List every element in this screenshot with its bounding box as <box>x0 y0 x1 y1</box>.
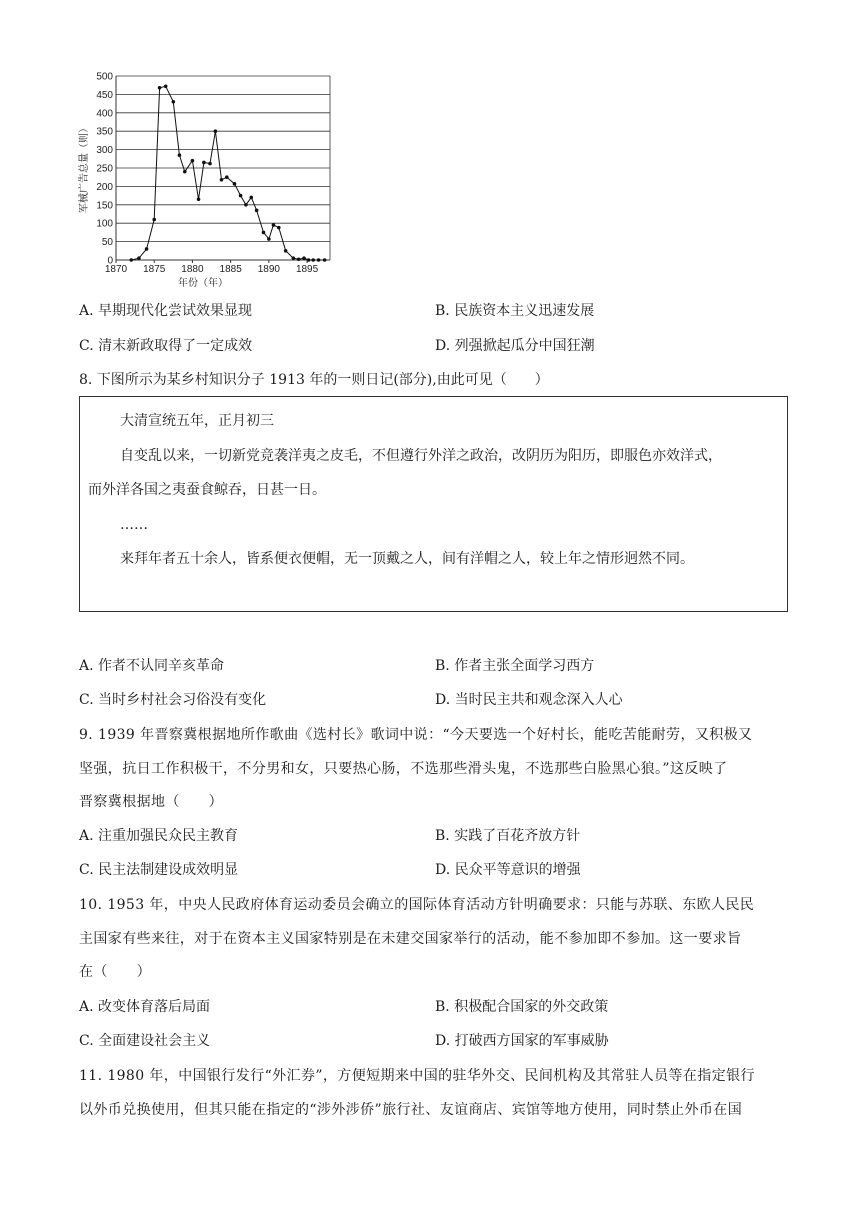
x-tick-label: 1885 <box>219 264 242 275</box>
data-point <box>197 197 201 201</box>
diary-excerpt-box <box>79 396 788 612</box>
data-point <box>267 237 271 241</box>
q9-stem-line-2: 坚强，抗日工作积极干，不分男和女，只要热心肠，不选那些滑头鬼，不选那些白脸黑心狼。”这反映了 <box>79 760 728 777</box>
x-tick-label: 1870 <box>104 264 128 275</box>
q8-option-c: C. 当时乡村社会习俗没有变化 <box>79 692 267 708</box>
y-tick-label: 0 <box>107 255 113 267</box>
series-line <box>131 86 324 260</box>
q8-option-a: A. 作者不认同辛亥革命 <box>79 658 225 674</box>
line-chart-svg <box>76 66 338 292</box>
data-point <box>277 226 281 230</box>
data-point <box>239 194 243 198</box>
data-point <box>244 203 248 207</box>
y-axis-label: 军械广告总量（则） <box>79 123 90 213</box>
data-point <box>191 159 195 163</box>
y-tick-label: 100 <box>96 218 113 230</box>
q10-option-c: C. 全面建设社会主义 <box>79 1033 211 1049</box>
q11-stem-line-2: 以外币兑换使用，但其只能在指定的“涉外涉侨”旅行社、友谊商店、宾馆等地方使用，同时禁止外币在国 <box>79 1101 743 1118</box>
data-point <box>262 231 266 235</box>
data-point <box>220 178 224 182</box>
q10-option-b: B. 积极配合国家的外交政策 <box>435 999 609 1015</box>
q10-stem <box>79 889 791 990</box>
x-tick-label: 1880 <box>181 264 204 275</box>
y-tick-label: 400 <box>96 108 113 120</box>
q10-stem-line-3: 在（ ） <box>79 964 151 980</box>
q9-stem <box>79 719 791 820</box>
data-point <box>164 85 168 89</box>
data-point <box>137 256 141 260</box>
q7-option-d: D. 列强掀起瓜分中国狂潮 <box>435 338 595 354</box>
x-tick-label: 1890 <box>257 264 280 275</box>
diary-paragraph-1-line-1: 自变乱以来，一切新党竞袭洋夷之皮毛，不但遵行外洋之政治，改阴历为阳历，即服色亦效洋式， <box>120 448 722 464</box>
y-tick-label: 450 <box>96 89 113 101</box>
q8-option-d: D. 当时民主共和观念深入人心 <box>435 692 623 708</box>
data-point <box>255 209 259 213</box>
data-point <box>172 100 176 104</box>
q11-stem <box>79 1060 791 1127</box>
data-point <box>249 196 253 200</box>
data-point <box>317 258 321 262</box>
data-point <box>208 162 212 166</box>
data-point <box>272 223 276 227</box>
diary-date: 大清宣统五年，正月初三 <box>120 413 274 429</box>
q10-stem-line-2: 主国家有些来往，对于在资本主义国家特别是在未建交国家举行的活动，能不参加即不参加。这一要求旨 <box>79 930 742 947</box>
diary-paragraph-1-line-2: 而外洋各国之夷蚕食鲸吞，日甚一日。 <box>88 482 326 498</box>
y-tick-label: 150 <box>96 200 113 212</box>
y-tick-label: 300 <box>96 145 113 157</box>
y-tick-label: 200 <box>96 181 113 193</box>
y-tick-label: 50 <box>101 237 113 249</box>
q9-stem-line-3: 晋察冀根据地（ ） <box>79 794 223 810</box>
x-tick-label: 1875 <box>143 264 166 275</box>
data-point <box>284 249 288 253</box>
data-point <box>129 258 133 262</box>
data-point <box>307 258 311 262</box>
q11-stem-line-1: 11. 1980 年，中国银行发行“外汇券”，方便短期来中国的驻华外交、民间机构及其常驻人员等在指定银行 <box>79 1068 755 1084</box>
data-point <box>225 175 229 179</box>
x-tick-label: 1895 <box>295 264 319 275</box>
q7-option-b: B. 民族资本主义迅速发展 <box>435 303 595 319</box>
data-point <box>158 86 162 90</box>
data-point <box>311 258 315 262</box>
q8-stem: 8. 下图所示为某乡村知识分子 1913 年的一则日记(部分),由此可见（ ） <box>79 372 549 388</box>
data-point <box>233 182 237 186</box>
diary-ellipsis: …… <box>120 517 148 533</box>
data-point <box>323 258 327 262</box>
y-tick-label: 500 <box>96 71 113 83</box>
data-point <box>145 247 149 251</box>
q9-stem-line-1: 9. 1939 年晋察冀根据地所作歌曲《选村长》歌词中说：“今天要选一个好村长，能吃苦能耐劳，又积极又 <box>79 727 753 743</box>
q10-option-a: A. 改变体育落后局面 <box>79 999 211 1015</box>
q7-option-c: C. 清末新政取得了一定成效 <box>79 338 253 354</box>
x-axis-label: 年份（年） <box>178 278 228 289</box>
data-point <box>178 153 182 157</box>
q9-option-b: B. 实践了百花齐放方针 <box>435 828 581 844</box>
q7-option-a: A. 早期现代化尝试效果显现 <box>79 303 253 319</box>
data-point <box>292 256 296 260</box>
data-point <box>183 170 187 174</box>
q8-option-b: B. 作者主张全面学习西方 <box>435 658 595 674</box>
y-tick-label: 250 <box>96 163 113 175</box>
ad-volume-chart <box>76 66 338 292</box>
q9-option-c: C. 民主法制建设成效明显 <box>79 862 239 878</box>
data-point <box>152 218 156 222</box>
data-point <box>302 256 306 260</box>
y-tick-label: 350 <box>96 126 113 138</box>
q10-stem-line-1: 10. 1953 年，中央人民政府体育运动委员会确立的国际体育活动方针明确要求：只能与苏联、东欧人民民 <box>79 897 755 913</box>
q9-option-d: D. 民众平等意识的增强 <box>435 862 581 878</box>
diary-paragraph-2: 来拜年者五十余人，皆系便衣便帽，无一顶戴之人，间有洋帽之人，较上年之情形迥然不同。 <box>120 551 694 567</box>
data-point <box>202 161 206 165</box>
q9-option-a: A. 注重加强民众民主教育 <box>79 828 239 844</box>
data-point <box>297 257 301 261</box>
q10-option-d: D. 打破西方国家的军事威胁 <box>435 1033 609 1049</box>
data-point <box>214 129 218 133</box>
